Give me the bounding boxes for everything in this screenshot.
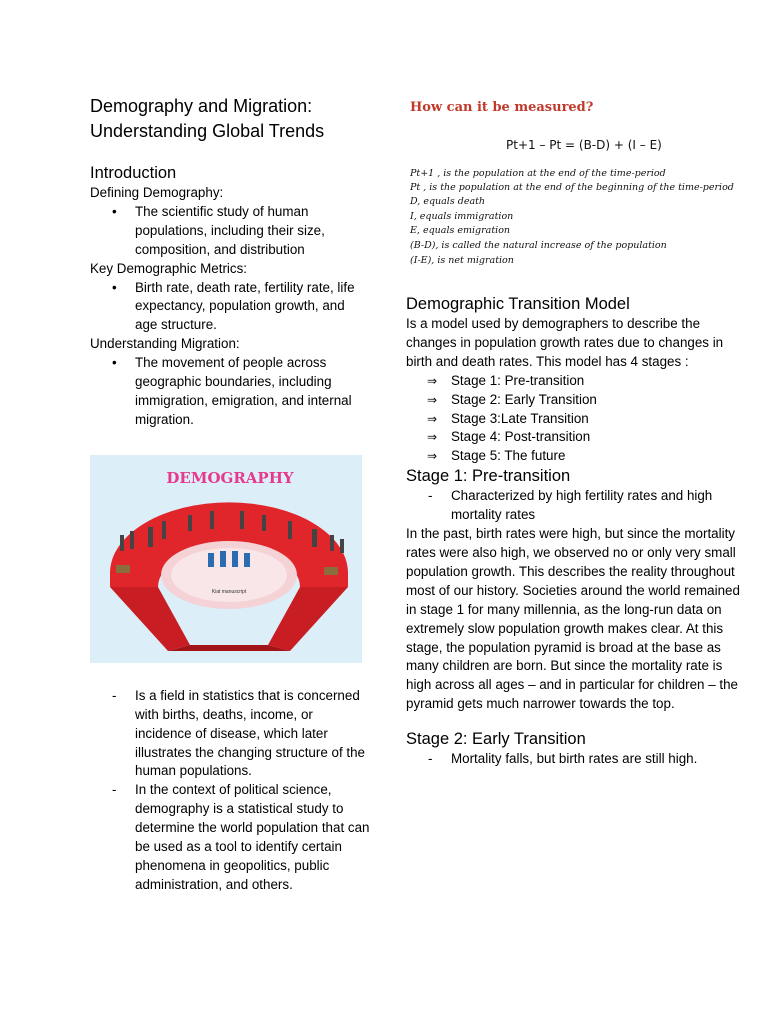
formula-line: (B-D), is called the natural increase of the population — [410, 240, 667, 251]
formula-line: (I-E), is net migration — [410, 255, 514, 266]
formula-equation: Pt+1 – Pt = (B-D) + (I – E) — [506, 138, 662, 152]
metrics-list — [90, 279, 370, 336]
stage2-heading: Stage 2: Early Transition — [406, 730, 586, 749]
migration-list — [90, 354, 370, 430]
defining-list — [90, 203, 370, 260]
list-item: - Is a field in statistics that is concerned with births, deaths, income, or incidence of disease, which later illustrates the changing structure of the human populations. — [90, 687, 370, 782]
stage1-heading: Stage 1: Pre-transition — [406, 467, 571, 486]
stage-list — [406, 372, 741, 467]
metrics-label: Key Demographic Metrics: — [90, 260, 248, 276]
stage-item: ⇒ Stage 2: Early Transition — [406, 391, 741, 410]
list-item: • The movement of people across geographic boundaries, including immigration, emigration, and internal migration. — [90, 354, 370, 430]
stage1-text: In the past, birth rates were high, but since the mortality rates were also high, we observed no or only very small population growth. This describes the reality throughout most of our history. Societies around the world remained in stage 1 for many millennia, as the long-run data on extremely slow population growth makes clear. At this stage, the population pyramid is broad at the base as many children are born. But since the mortality rate is high across all ages – and in particular for children – the pyramid gets much narrower towards the top. — [406, 526, 740, 712]
list-item: • The scientific study of human populations, including their size, composition, and distribution — [90, 203, 370, 260]
formula-line: Pt , is the population at the end of the beginning of the time-period — [410, 182, 734, 193]
dtm-heading: Demographic Transition Model — [406, 295, 630, 313]
stage2-list — [406, 750, 741, 769]
migration-label: Understanding Migration: — [90, 336, 240, 352]
demography-field-list — [90, 687, 370, 895]
list-item: - Characterized by high fertility rates and high mortality rates — [406, 487, 741, 525]
image-title: DEMOGRAPHY — [166, 468, 294, 487]
stage-item: ⇒ Stage 1: Pre-transition — [406, 372, 741, 391]
formula-line: Pt+1 , is the population at the end of the time-period — [410, 168, 666, 179]
demography-image — [90, 455, 362, 663]
defining-label: Defining Demography: — [90, 185, 224, 200]
left-column — [90, 94, 370, 895]
dtm-text: Is a model used by demographers to describe the changes in population growth rates due to changes in birth and death rates. This model has 4 stages : — [406, 316, 724, 369]
intro-heading: Introduction — [90, 164, 177, 182]
stage1-list — [406, 487, 741, 525]
formula-line: I, equals immigration — [410, 211, 514, 222]
stage-item: ⇒ Stage 4: Post-transition — [406, 428, 741, 447]
center-text: Kiat manuscript — [211, 588, 247, 595]
list-item: - In the context of political science, demography is a statistical study to determine the world population that can be used as a tool to identify certain phenomena in geopolitics, public administration, and others. — [90, 781, 370, 894]
list-item: • Birth rate, death rate, fertility rate, life expectancy, population growth, and age structure. — [90, 279, 370, 336]
stage-item: ⇒ Stage 5: The future — [406, 447, 741, 466]
document-title: Demography and Migration: Understanding Global Trends — [90, 96, 325, 141]
right-column — [406, 96, 741, 769]
formula-line: D, equals death — [410, 196, 486, 207]
list-item: - Mortality falls, but birth rates are still high. — [406, 750, 741, 769]
measurement-formula-image — [406, 96, 736, 276]
formula-line: E, equals emigration — [410, 225, 511, 236]
stage-item: ⇒ Stage 3:Late Transition — [406, 410, 741, 429]
formula-heading: How can it be measured? — [410, 100, 594, 115]
